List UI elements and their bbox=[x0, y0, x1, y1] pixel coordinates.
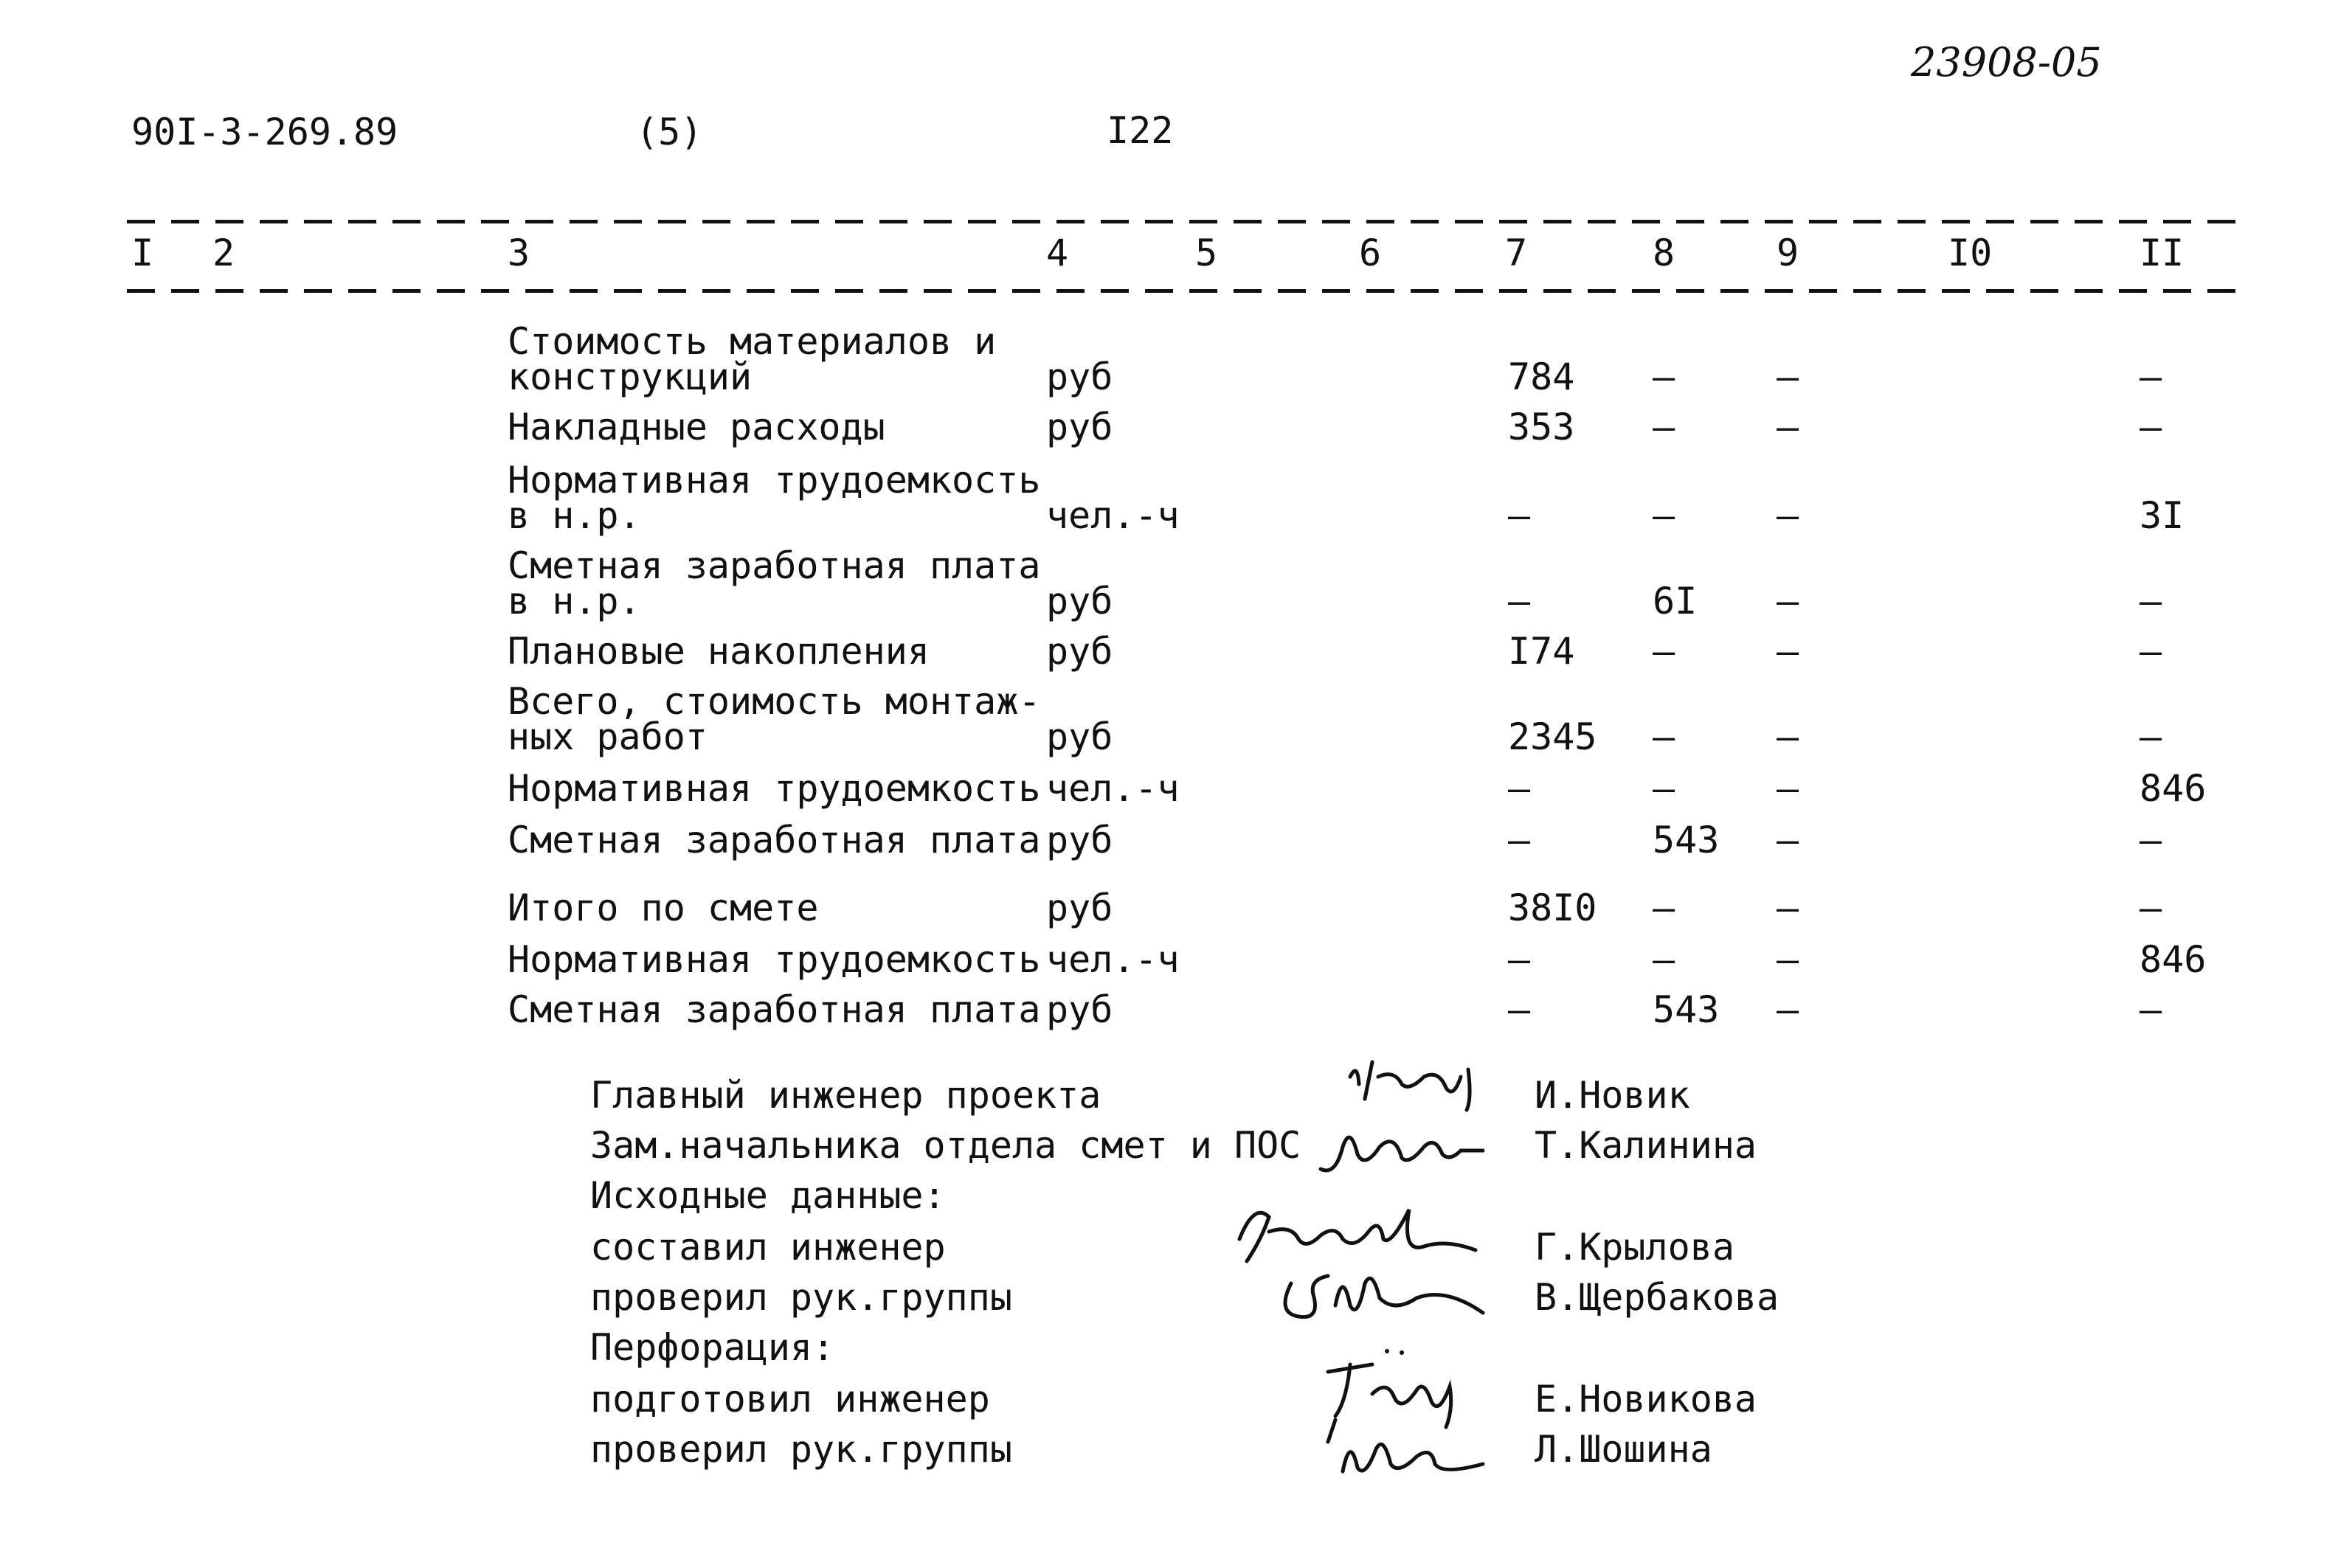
signature-name: В.Щербакова bbox=[1535, 1276, 1779, 1319]
row-unit: чел.-ч bbox=[1046, 767, 1180, 810]
row-label-line: Сметная заработная плата bbox=[508, 988, 1041, 1031]
col-header-6: 6 bbox=[1359, 232, 1382, 274]
row-col11-value: – bbox=[2140, 355, 2162, 398]
row-col8-value: – bbox=[1653, 355, 1675, 398]
row-label-line: в н.р. bbox=[508, 494, 641, 537]
col-header-9: 9 bbox=[1777, 232, 1799, 274]
row-unit: чел.-ч bbox=[1046, 494, 1180, 537]
row-unit: руб bbox=[1046, 406, 1113, 448]
row-col9-value: – bbox=[1777, 938, 1799, 981]
row-label-line: конструкций bbox=[508, 355, 753, 398]
row-col11-value: – bbox=[2140, 715, 2162, 758]
handwritten-signature-novik bbox=[1343, 1047, 1490, 1117]
signature-role: подготовил инженер bbox=[590, 1378, 990, 1420]
col-header-10: I0 bbox=[1948, 232, 1993, 274]
handwritten-signature-kalinina bbox=[1313, 1117, 1490, 1187]
row-label-line: Сметная заработная плата bbox=[508, 819, 1041, 861]
row-col9-value: – bbox=[1777, 355, 1799, 398]
row-col8-value: – bbox=[1653, 630, 1675, 673]
document-code: 90I-3-269.89 bbox=[131, 111, 398, 153]
row-label-line: Стоимость материалов и bbox=[508, 320, 997, 363]
handwritten-signature-shoshina bbox=[1313, 1412, 1490, 1489]
row-col11-value: – bbox=[2140, 406, 2162, 448]
row-label-line: Плановые накопления bbox=[508, 630, 930, 673]
row-col9-value: – bbox=[1777, 767, 1799, 810]
row-unit: руб bbox=[1046, 715, 1113, 758]
row-col7-value: – bbox=[1508, 988, 1531, 1031]
row-col11-value: – bbox=[2140, 630, 2162, 673]
row-col11-value: 846 bbox=[2140, 938, 2207, 981]
row-col9-value: – bbox=[1777, 819, 1799, 861]
row-col11-value: 3I bbox=[2140, 494, 2185, 537]
col-header-2: 2 bbox=[212, 232, 235, 274]
row-col11-value: – bbox=[2140, 988, 2162, 1031]
signature-role: Зам.начальника отдела смет и ПОС bbox=[590, 1124, 1301, 1167]
row-label-line: Итого по смете bbox=[508, 887, 819, 929]
col-header-7: 7 bbox=[1505, 232, 1528, 274]
row-col8-value: 543 bbox=[1653, 988, 1720, 1031]
row-unit: руб bbox=[1046, 630, 1113, 673]
row-col8-value: – bbox=[1653, 767, 1675, 810]
signature-role: проверил рук.группы bbox=[590, 1276, 1012, 1319]
signature-name: Л.Шошина bbox=[1535, 1428, 1712, 1471]
row-col7-value: – bbox=[1508, 938, 1531, 981]
row-col7-value: 353 bbox=[1508, 406, 1575, 448]
row-col7-value: 2345 bbox=[1508, 715, 1597, 758]
header-bottom-dashed-rule bbox=[127, 289, 2241, 293]
row-col8-value: – bbox=[1653, 887, 1675, 929]
row-label-line: ных работ bbox=[508, 715, 708, 758]
row-col11-value: – bbox=[2140, 887, 2162, 929]
row-col7-value: 38I0 bbox=[1508, 887, 1597, 929]
row-col9-value: – bbox=[1777, 494, 1799, 537]
row-label-line: Всего, стоимость монтаж- bbox=[508, 680, 1041, 723]
col-header-1: I bbox=[131, 232, 154, 274]
row-col8-value: – bbox=[1653, 715, 1675, 758]
row-unit: руб bbox=[1046, 819, 1113, 861]
row-label-line: в н.р. bbox=[508, 580, 641, 622]
row-col7-value: – bbox=[1508, 494, 1531, 537]
row-label-line: Сметная заработная плата bbox=[508, 544, 1041, 587]
signature-section-label: Перфорация: bbox=[590, 1326, 835, 1369]
signature-role: проверил рук.группы bbox=[590, 1428, 1012, 1471]
row-label-line: Нормативная трудоемкость bbox=[508, 459, 1041, 502]
signature-section-label: Исходные данные: bbox=[590, 1174, 946, 1217]
row-col11-value: – bbox=[2140, 819, 2162, 861]
col-header-3: 3 bbox=[508, 232, 530, 274]
row-col8-value: 543 bbox=[1653, 819, 1720, 861]
row-col7-value: – bbox=[1508, 767, 1531, 810]
row-col9-value: – bbox=[1777, 580, 1799, 622]
row-col7-value: 784 bbox=[1508, 355, 1575, 398]
row-col11-value: – bbox=[2140, 580, 2162, 622]
row-col9-value: – bbox=[1777, 988, 1799, 1031]
row-col9-value: – bbox=[1777, 715, 1799, 758]
signature-name: Т.Калинина bbox=[1535, 1124, 1757, 1167]
row-col8-value: – bbox=[1653, 938, 1675, 981]
row-col8-value: 6I bbox=[1653, 580, 1698, 622]
col-header-4: 4 bbox=[1046, 232, 1069, 274]
row-unit: руб bbox=[1046, 887, 1113, 929]
handwritten-archive-number: 23908-05 bbox=[1911, 39, 2102, 86]
row-col7-value: – bbox=[1508, 580, 1531, 622]
row-unit: руб bbox=[1046, 355, 1113, 398]
row-col7-value: I74 bbox=[1508, 630, 1575, 673]
signature-role: Главный инженер проекта bbox=[590, 1074, 1101, 1117]
row-col9-value: – bbox=[1777, 406, 1799, 448]
row-unit: чел.-ч bbox=[1046, 938, 1180, 981]
signature-name: Г.Крылова bbox=[1535, 1226, 1734, 1269]
col-header-11: II bbox=[2140, 232, 2185, 274]
row-col8-value: – bbox=[1653, 494, 1675, 537]
row-label-line: Нормативная трудоемкость bbox=[508, 767, 1041, 810]
row-label-line: Нормативная трудоемкость bbox=[508, 938, 1041, 981]
row-col7-value: – bbox=[1508, 819, 1531, 861]
row-col8-value: – bbox=[1653, 406, 1675, 448]
row-col9-value: – bbox=[1777, 630, 1799, 673]
signature-role: составил инженер bbox=[590, 1226, 946, 1269]
document-part: (5) bbox=[636, 111, 703, 153]
signature-name: Е.Новикова bbox=[1535, 1378, 1757, 1420]
row-col9-value: – bbox=[1777, 887, 1799, 929]
header-top-dashed-rule bbox=[127, 220, 2241, 223]
row-label-line: Накладные расходы bbox=[508, 406, 885, 448]
row-col11-value: 846 bbox=[2140, 767, 2207, 810]
row-unit: руб bbox=[1046, 988, 1113, 1031]
col-header-8: 8 bbox=[1653, 232, 1675, 274]
signature-name: И.Новик bbox=[1535, 1074, 1690, 1117]
handwritten-signature-shcherbakova bbox=[1269, 1254, 1490, 1338]
col-header-5: 5 bbox=[1195, 232, 1218, 274]
row-unit: руб bbox=[1046, 580, 1113, 622]
page-number: I22 bbox=[1107, 109, 1174, 152]
